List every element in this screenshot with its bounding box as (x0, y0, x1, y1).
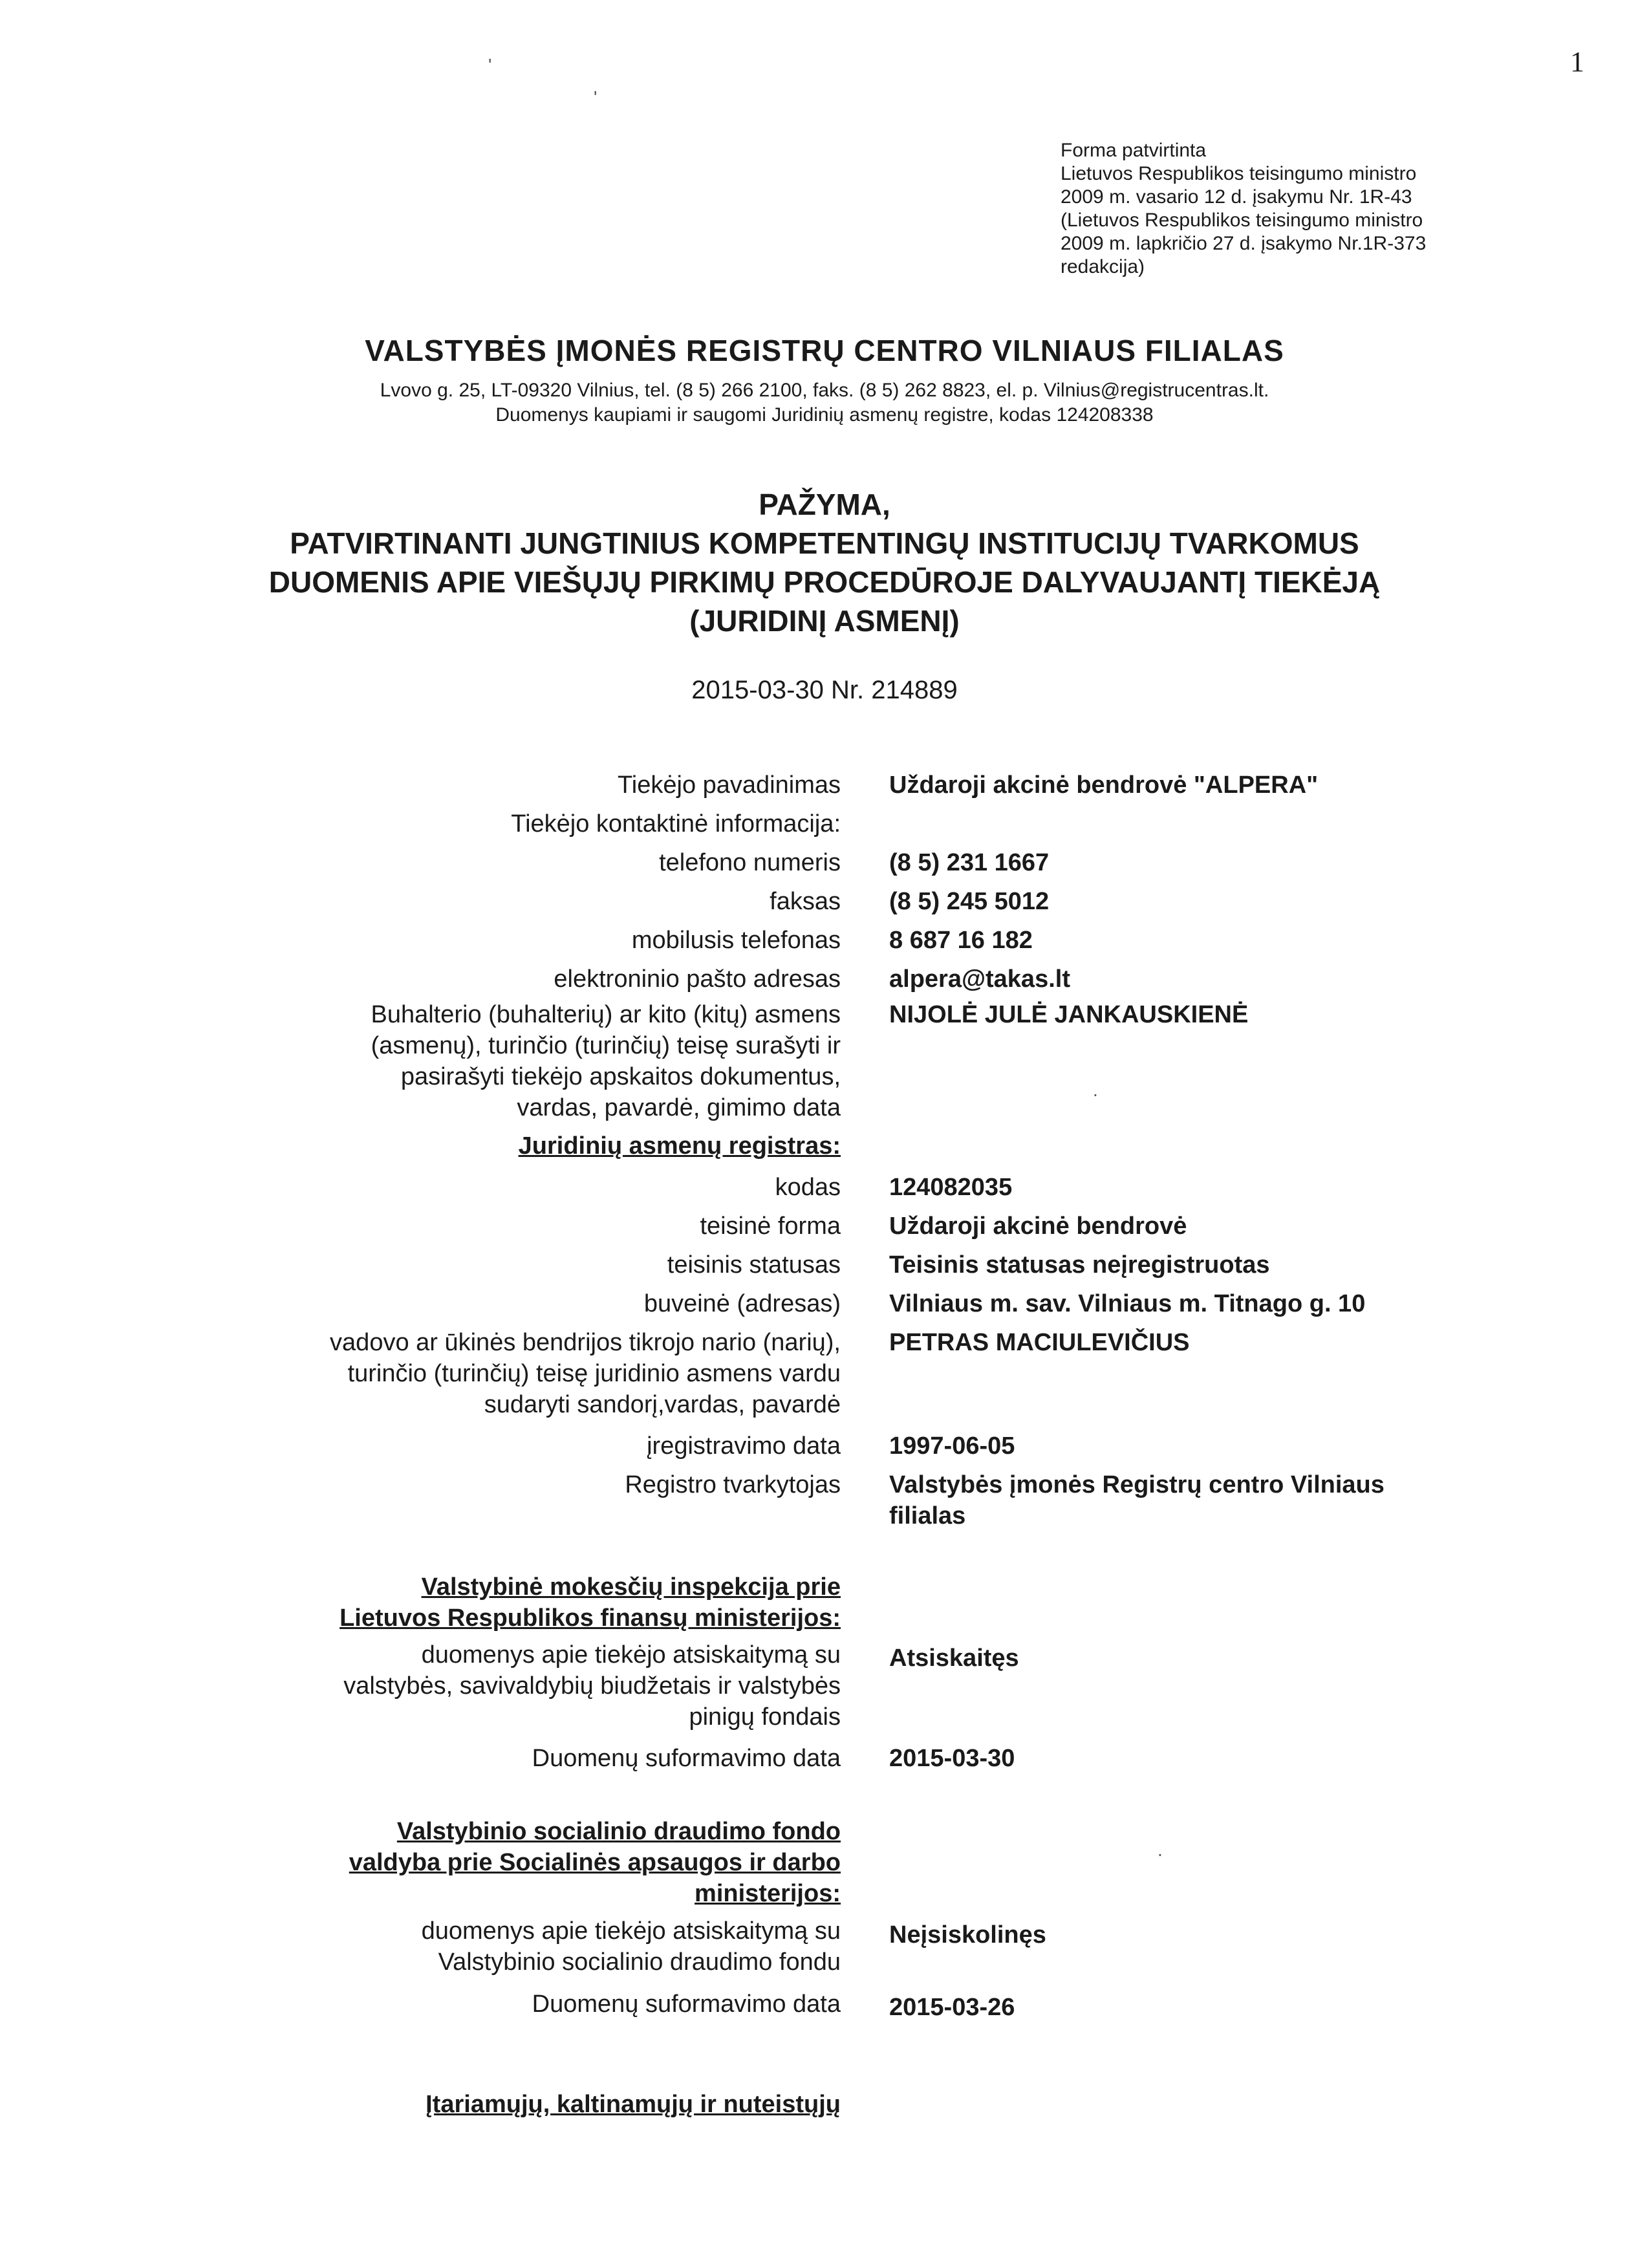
head-label-line: turinčio (turinčių) teisę juridinio asmens vardu (347, 1360, 841, 1387)
fax-value: (8 5) 245 5012 (889, 888, 1050, 915)
suspects-registry-heading: Įtariamųjų, kaltinamųjų ir nuteistųjų (426, 2091, 841, 2118)
legal-status-label: teisinis statusas (667, 1251, 841, 1279)
supplier-contact-label: Tiekėjo kontaktinė informacija: (511, 810, 841, 837)
social-date-value: 2015-03-26 (889, 1994, 1015, 2021)
document-date-number: 2015-03-30 Nr. 214889 (691, 676, 958, 704)
form-note-line: 2009 m. lapkričio 27 d. įsakymo Nr.1R-373 (1061, 233, 1427, 254)
social-heading-line: Valstybinio socialinio draudimo fondo (396, 1818, 841, 1845)
registry-keeper-line: Valstybės įmonės Registrų centro Vilniaus (889, 1471, 1385, 1498)
form-note-line: 2009 m. vasario 12 d. įsakymu Nr. 1R-43 (1061, 186, 1412, 208)
accountant-label-line: pasirašyti tiekėjo apskaitos dokumentus, (400, 1063, 841, 1090)
registry-keeper-label: Registro tvarkytojas (625, 1471, 841, 1498)
scan-speck: ' (594, 87, 598, 107)
tax-heading-line: Valstybinė mokesčių inspekcija prie (421, 1573, 841, 1601)
registry-code-label: kodas (775, 1174, 841, 1201)
social-data-label-line: duomenys apie tiekėjo atsiskaitymą su (421, 1917, 841, 1945)
tax-date-value: 2015-03-30 (889, 1745, 1015, 1772)
supplier-name-value: Uždaroji akcinė bendrovė "ALPERA" (889, 772, 1319, 799)
mobile-label: mobilusis telefonas (631, 927, 841, 954)
tax-heading (233, 1571, 841, 1634)
phone-value: (8 5) 231 1667 (889, 849, 1050, 876)
tax-data-label-line: valstybės, savivaldybių biudžetais ir valstybės (343, 1672, 841, 1700)
supplier-name-label: Tiekėjo pavadinimas (618, 772, 841, 799)
tax-data-label (233, 1639, 841, 1733)
registry-keeper-line: filialas (889, 1502, 966, 1529)
title-line: PATVIRTINANTI JUNGTINIUS KOMPETENTINGŲ INSTITUCIJŲ TVARKOMUS (290, 526, 1359, 560)
form-note-line: (Lietuvos Respublikos teisingumo ministro (1061, 210, 1423, 231)
seat-value: Vilniaus m. sav. Vilniaus m. Titnago g. 10 (889, 1290, 1366, 1317)
social-data-value: Neįsiskolinęs (889, 1921, 1046, 1949)
accountant-value: NIJOLĖ JULĖ JANKAUSKIENĖ (889, 1001, 1249, 1028)
email-label: elektroninio pašto adresas (554, 966, 841, 993)
issuer-name: VALSTYBĖS ĮMONĖS REGISTRŲ CENTRO VILNIAUS FILIALAS (365, 334, 1284, 367)
email-value: alpera@takas.lt (889, 966, 1070, 993)
social-date-label: Duomenų suformavimo data (532, 1991, 841, 2018)
tax-data-label-line: duomenys apie tiekėjo atsiskaitymą su (421, 1641, 841, 1669)
social-data-label-line: Valstybinio socialinio draudimo fondu (438, 1949, 841, 1976)
accountant-label (233, 999, 841, 1123)
head-value: PETRAS MACIULEVIČIUS (889, 1329, 1190, 1356)
tax-date-label: Duomenų suformavimo data (532, 1745, 841, 1772)
form-note-line: Lietuvos Respublikos teisingumo ministro (1061, 163, 1417, 184)
registration-date-label: įregistravimo data (647, 1432, 841, 1460)
title-line: (JURIDINĮ ASMENĮ) (689, 604, 960, 638)
title-line: DUOMENIS APIE VIEŠŲJŲ PIRKIMŲ PROCEDŪROJE DALYVAUJANTĮ TIEKĖJĄ (268, 565, 1381, 599)
scan-speck: . (1158, 1840, 1163, 1860)
legal-status-value: Teisinis statusas neįregistruotas (889, 1251, 1270, 1279)
form-note-line: redakcija) (1061, 256, 1145, 277)
legal-form-label: teisinė forma (700, 1213, 841, 1240)
registration-date-value: 1997-06-05 (889, 1432, 1015, 1460)
page-number: 1 (1570, 46, 1584, 78)
scan-speck: ' (488, 55, 492, 75)
social-heading-line: ministerijos: (695, 1880, 841, 1907)
accountant-label-line: vardas, pavardė, gimimo data (517, 1094, 841, 1121)
social-heading (233, 1816, 841, 1909)
seat-label: buveinė (adresas) (643, 1290, 841, 1317)
head-label-line: sudaryti sandorį,vardas, pavardė (484, 1391, 841, 1418)
registry-heading: Juridinių asmenų registras: (518, 1132, 841, 1160)
scan-speck: . (1093, 1080, 1098, 1100)
tax-heading-line: Lietuvos Respublikos finansų ministerijos: (339, 1604, 841, 1632)
issuer-registry-note: Duomenys kaupiami ir saugomi Juridinių asmenų registre, kodas 124208338 (495, 404, 1154, 426)
registry-keeper-value (889, 1469, 1536, 1531)
form-note-line: Forma patvirtinta (1061, 140, 1207, 161)
head-label-line: vadovo ar ūkinės bendrijos tikrojo nario (narių), (330, 1329, 841, 1356)
head-label (233, 1327, 841, 1420)
registry-code-value: 124082035 (889, 1174, 1013, 1201)
fax-label: faksas (770, 888, 841, 915)
issuer-address: Lvovo g. 25, LT-09320 Vilnius, tel. (8 5) 266 2100, faks. (8 5) 262 8823, el. p. Vilnius@registrucentras.lt. (380, 380, 1269, 401)
accountant-label-line: (asmenų), turinčio (turinčių) teisę surašyti ir (371, 1032, 841, 1059)
tax-data-value: Atsiskaitęs (889, 1645, 1019, 1672)
legal-form-value: Uždaroji akcinė bendrovė (889, 1213, 1187, 1240)
title-line: PAŽYMA, (759, 488, 890, 521)
accountant-label-line: Buhalterio (buhalterių) ar kito (kitų) asmens (371, 1001, 841, 1028)
social-heading-line: valdyba prie Socialinės apsaugos ir darbo (349, 1849, 841, 1876)
social-data-label (233, 1916, 841, 1978)
phone-label: telefono numeris (659, 849, 841, 876)
tax-data-label-line: pinigų fondais (689, 1703, 841, 1731)
mobile-value: 8 687 16 182 (889, 927, 1033, 954)
